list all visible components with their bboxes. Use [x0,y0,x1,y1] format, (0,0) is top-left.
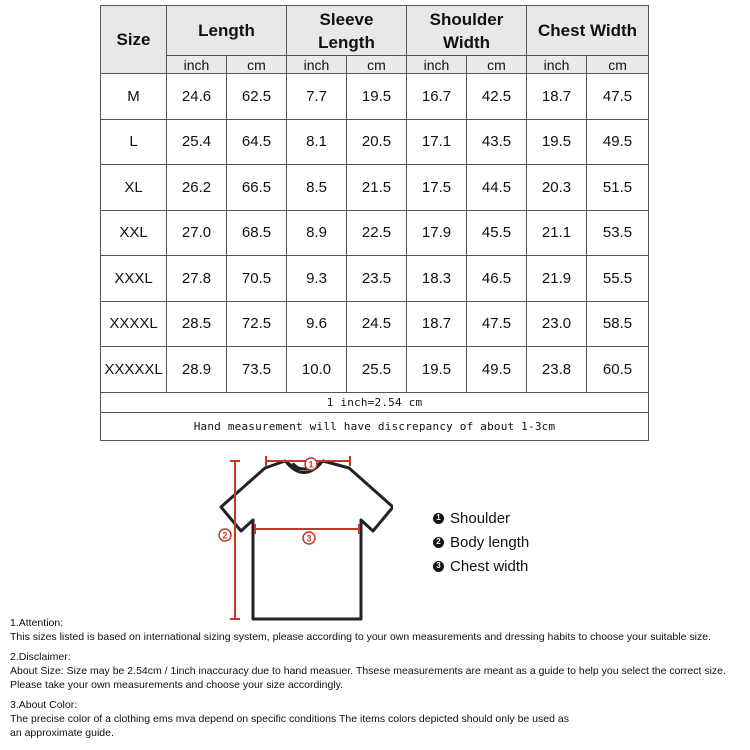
header-chest-width: Chest Width [527,6,649,56]
legend-item-shoulder [433,506,529,530]
measurement-cell: 43.5 [467,119,527,165]
measurement-cell: 25.5 [347,347,407,393]
disclaimer-text: About Size: Size may be 2.54cm / 1inch inaccuracy due to hand measuer. Thsese measurements are meant as a guide to help you select the correct size. [10,665,726,677]
measurement-cell: 16.7 [407,74,467,120]
measurement-cell: 44.5 [467,165,527,211]
diagram-legend [433,506,529,578]
measurement-cell: 9.3 [287,256,347,302]
unit-inch: inch [527,56,587,74]
size-label-cell: XL [101,165,167,211]
measurement-cell: 53.5 [587,210,649,256]
header-shoulder-width [407,6,527,56]
measurement-cell: 64.5 [227,119,287,165]
measurement-cell: 18.7 [527,74,587,120]
measurement-cell: 9.6 [287,301,347,347]
header-shoulder-line1: Shoulder [429,9,504,29]
measurement-cell: 27.8 [167,256,227,302]
size-label-cell: XXXL [101,256,167,302]
measurement-cell: 17.5 [407,165,467,211]
header-sleeve-line2: Length [318,32,375,52]
size-label-cell: M [101,74,167,120]
measurement-cell: 60.5 [587,347,649,393]
legend-item-chest-width [433,554,529,578]
measurement-cell: 20.5 [347,119,407,165]
measurement-cell: 23.0 [527,301,587,347]
measurement-cell: 66.5 [227,165,287,211]
measurement-cell: 17.9 [407,210,467,256]
header-sleeve-length [287,6,407,56]
legend-item-body-length [433,530,529,554]
table-row [101,74,649,120]
notes-section [10,616,745,746]
measurement-cell: 19.5 [347,74,407,120]
measurement-cell: 20.3 [527,165,587,211]
conversion-note-row [101,392,649,412]
svg-text:3: 3 [306,533,312,544]
size-label-cell: XXXXL [101,301,167,347]
legend-number-icon: 2 [433,537,444,548]
unit-cm: cm [587,56,649,74]
measurement-cell: 68.5 [227,210,287,256]
measurement-cell: 28.9 [167,347,227,393]
table-row [101,119,649,165]
size-chart-table [100,5,649,441]
measurement-cell: 10.0 [287,347,347,393]
unit-cm: cm [227,56,287,74]
header-length: Length [167,6,287,56]
measurement-cell: 23.8 [527,347,587,393]
header-size: Size [101,6,167,74]
legend-number-icon: 1 [433,513,444,524]
measurement-cell: 22.5 [347,210,407,256]
measurement-cell: 17.1 [407,119,467,165]
attention-text: This sizes listed is based on international sizing system, please according to your own measurements and dressing habits to choose your suitable size. [10,631,711,643]
measurement-cell: 70.5 [227,256,287,302]
measurement-cell: 18.7 [407,301,467,347]
measurement-cell: 21.5 [347,165,407,211]
conversion-note: 1 inch=2.54 cm [101,392,649,412]
measurement-cell: 21.1 [527,210,587,256]
disclaimer-text-2: Please take your own measurements and choose your size accordingly. [10,679,344,691]
measurement-note-row [101,412,649,440]
measurement-cell: 47.5 [587,74,649,120]
disclaimer-note [10,650,745,692]
header-sleeve-line1: Sleeve [319,9,374,29]
measurement-cell: 45.5 [467,210,527,256]
unit-cm: cm [347,56,407,74]
legend-label: Body length [450,533,530,551]
units-row [101,56,649,74]
measurement-cell: 25.4 [167,119,227,165]
color-note [10,698,745,740]
measurement-cell: 24.6 [167,74,227,120]
measurement-cell: 8.9 [287,210,347,256]
table-row [101,210,649,256]
size-table-body [101,74,649,393]
measurement-cell: 19.5 [407,347,467,393]
disclaimer-title: 2.Disclaimer: [10,651,71,663]
measurement-note: Hand measurement will have discrepancy of about 1-3cm [101,412,649,440]
measurement-cell: 24.5 [347,301,407,347]
legend-label: Shoulder [450,509,511,527]
header-row [101,6,649,56]
table-row [101,347,649,393]
measurement-cell: 19.5 [527,119,587,165]
unit-inch: inch [407,56,467,74]
measurement-cell: 26.2 [167,165,227,211]
measurement-cell: 27.0 [167,210,227,256]
unit-inch: inch [287,56,347,74]
unit-inch: inch [167,56,227,74]
size-label-cell: XXL [101,210,167,256]
table-row [101,165,649,211]
legend-label: Chest width [450,557,529,575]
measurement-cell: 21.9 [527,256,587,302]
measurement-cell: 55.5 [587,256,649,302]
svg-text:2: 2 [222,530,228,541]
measurement-cell: 28.5 [167,301,227,347]
marker-two [219,529,231,541]
unit-cm: cm [467,56,527,74]
measurement-cell: 7.7 [287,74,347,120]
measurement-cell: 23.5 [347,256,407,302]
measurement-cell: 42.5 [467,74,527,120]
table-row [101,301,649,347]
measurement-cell: 49.5 [587,119,649,165]
measurement-cell: 62.5 [227,74,287,120]
color-title: 3.About Color: [10,699,78,711]
measurement-cell: 8.5 [287,165,347,211]
table-row [101,256,649,302]
legend-number-icon: 3 [433,561,444,572]
measurement-cell: 51.5 [587,165,649,211]
measurement-cell: 18.3 [407,256,467,302]
marker-three [303,532,315,544]
header-shoulder-line2: Width [442,32,491,52]
marker-one [305,458,317,470]
measurement-cell: 46.5 [467,256,527,302]
size-label-cell: XXXXXL [101,347,167,393]
measurement-cell: 8.1 [287,119,347,165]
color-text-2: an approximate guide. [10,727,114,739]
measurement-cell: 47.5 [467,301,527,347]
color-text: The precise color of a clothing ems mva depend on specific conditions The items colors depicted should only be used as [10,713,569,725]
tshirt-diagram [213,447,393,627]
attention-title: 1.Attention: [10,617,64,629]
svg-text:1: 1 [308,459,314,470]
attention-note [10,616,745,644]
measurement-cell: 58.5 [587,301,649,347]
measurement-cell: 49.5 [467,347,527,393]
measurement-cell: 73.5 [227,347,287,393]
measurement-cell: 72.5 [227,301,287,347]
size-label-cell: L [101,119,167,165]
